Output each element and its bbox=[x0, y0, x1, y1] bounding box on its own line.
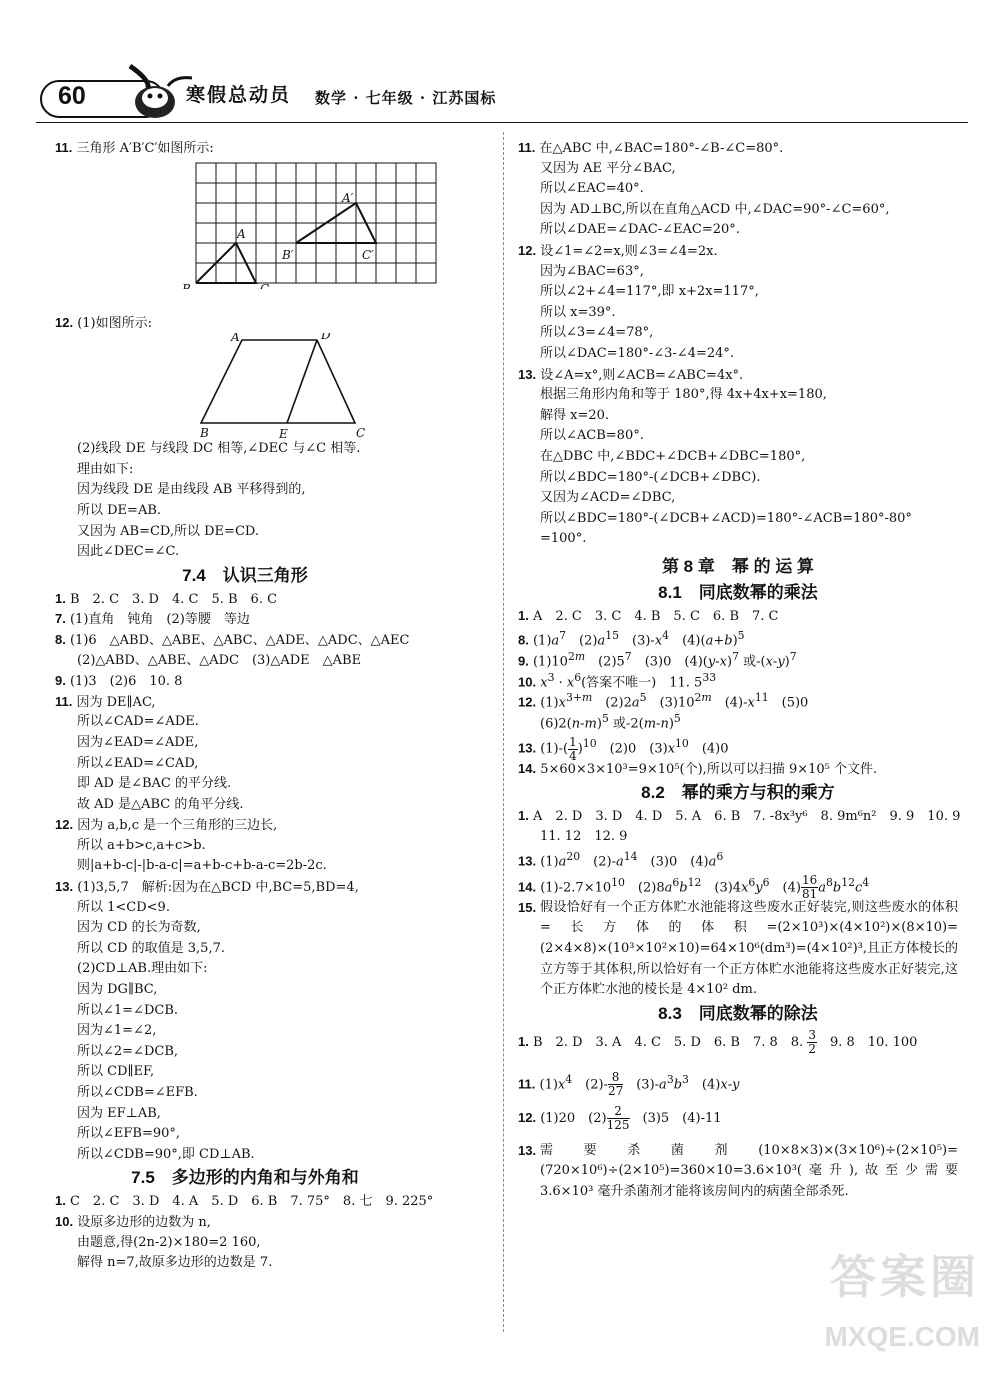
point-c-label: C bbox=[260, 281, 270, 289]
grid-figure bbox=[55, 159, 495, 289]
point-b-label: B bbox=[182, 281, 191, 289]
point-b-prime-label: B′ bbox=[282, 247, 294, 262]
section-8-1-answers: 1. A 2. C 3. C 4. B 5. C 6. B 7. C 8. $(1)a^7$ $(2)a^{15}$ $(3)-x^4$ $(4)(a+b)^5$ 9. $(1)10^{2m}$ $(2)5^7$ (3)0 $(4)(y-x)^7$ 或$-(x-y)^7$ 10. $x^3 \cdot x^6$(答案不唯一) 11. $5^{33}$ 12. $(1)x^{3+m}$ $(2)2a^5$ $(3)10^{2m}$ $(4)-x^{11}$ (5)0 $(6)2(n-m)^5$ 或$-2(m-n)^5$ 13. (1)-( $\frac{1}{4}$ )$^{10}$ (2)0 $(3)x^{10}$ (4)0 14. 5×60×3×10³=9×10⁵(个),所以可以扫描 9×10⁵ 个文件. bbox=[518, 607, 878, 778]
trapezoid-figure bbox=[55, 333, 495, 439]
question-12: 12. (1)如图所示: bbox=[55, 314, 153, 331]
column-divider bbox=[503, 132, 504, 1332]
section-7-5-title: 7.5 多边形的内角和与外角和 bbox=[131, 1168, 359, 1188]
subject-label: 数学 · 七年级 · 江苏国标 bbox=[315, 89, 497, 107]
chapter-7-answers-continued: 11. 在△ABC 中,∠BAC=180°-∠B-∠C=80°. 又因为 AE 平分∠BAC, 所以∠EAC=40°. 因为 AD⊥BC,所以在直角△ACD 中,∠DAC=90°-∠C=60°, 所以∠DAE=∠DAC-∠EAC=20°. 12. 设∠1=∠2=x,则∠3=∠4=2x. 因为∠BAC=63°, 所以∠2+∠4=117°,即 x+2x=117°, 所以 x=39°. 所以∠3=∠4=78°, 所以∠DAC=180°-∠3-∠4=24°. 13. 设∠A=x°,则∠ACB=∠ABC=4x°. 根据三角形内角和等于 180°,得 4x+4x+x=180, 解得 x=20. 所以∠ACB=80°. 在△DBC 中,∠BDC+∠DCB+∠DBC=180°, 所以∠BDC=180°-(∠DCB+∠DBC). 又因为∠ACD=∠DBC, 所以∠BDC=180°-(∠DCB+∠ACD)=180°-∠ACB=180°-80° =100°. bbox=[518, 140, 912, 547]
point-d-label: D bbox=[321, 333, 331, 343]
book-name: 寒假总动员 bbox=[186, 84, 292, 106]
watermark: 答案圈 MXQE.COM bbox=[824, 1251, 980, 1352]
point-c-prime-label: C′ bbox=[362, 247, 374, 262]
header-divider bbox=[36, 122, 968, 123]
point-a-prime-label: A′ bbox=[342, 190, 354, 205]
left-column bbox=[55, 138, 495, 1274]
section-8-2-title: 8.2 幂的乘方与积的乘方 bbox=[641, 783, 835, 803]
q12-answer: (2)线段 DE 与线段 DC 相等,∠DEC 与∠C 相等. 理由如下: 因为线段 DE 是由线段 AB 平移得到的, 所以 DE=AB. 又因为 AB=CD,所以 DE=CD. 因此∠DEC=∠C. bbox=[77, 441, 361, 560]
point-a-label: A bbox=[231, 333, 240, 345]
section-7-4-title: 7.4 认识三角形 bbox=[182, 565, 308, 585]
page-number: 60 bbox=[58, 82, 86, 110]
section-8-2-answers: 1. A 2. D 3. D 4. D 5. A 6. B 7. -8x³y⁶ 8. 9m⁶n² 9. 9 10. 9 11. 12 12. 9 13. $(1)a^{20}$ $(2)-a^{14}$ (3)0 $(4)a^6$ 14. $(1)-2.7\times 10^{10}$ $(2)8a^6b^{12}$ $(3)4x^6y^6$ (4) $\frac{16}{81}$ $a^8b^{12}c^4$ 15. 假设恰好有一个正方体贮水池能将这些废水正好装完,则这些废水的体积=长方体的体积=(2×10³)×(4×10²)×(8×10)=(2×4×8)×(10³×10²×10)=64×10⁶(dm³)=(4×10²)³,且正方体棱长的立方等于其体积,所以恰好有一个正方体贮水池能将这些废水正好装完,这个正方体贮水池的棱长是 4×10² dm. bbox=[518, 808, 961, 998]
point-c-label: C bbox=[356, 426, 366, 440]
right-column bbox=[518, 138, 961, 1203]
point-a-label: A bbox=[237, 226, 246, 241]
question-11: 11. 三角形 A′B′C′如图所示: bbox=[55, 140, 214, 156]
point-b-label: B bbox=[200, 426, 209, 440]
section-8-1-title: 8.1 同底数幂的乘法 bbox=[658, 582, 818, 602]
section-7-5-answers: 1. C 2. C 3. D 4. A 5. D 6. B 7. 75° 8. 七 9. 225° 10. 设原多边形的边数为 n, 由题意,得(2n-2)×180=2 160, 解得 n=7,故原多边形的边数是 7. bbox=[55, 1193, 434, 1271]
chapter-8-title: 第 8 章 幂 的 运 算 bbox=[661, 556, 815, 576]
section-8-3-answers: 1. B 2. D 3. A 4. C 5. D 6. B 7. 8 8. $\frac{3}{2}$ 9. 8 10. 100 11. $(1)x^4$ (2)- $\frac{8}{27}$ $(3)-a^3b^3$ (4)x-y 12. (1)20 (2) $\frac{2}{125}$ (3)5 (4)-11 13. 需要杀菌剂(10×8×3)×(3×10⁶)÷(2×10⁵)=(720×10⁶)÷(2×10⁵)=360×10=3.6×10³(毫升),故至少需要 3.6×10³ 毫升杀菌剂才能将该房间内的病菌全部杀死. bbox=[518, 1027, 958, 1199]
section-8-3-title: 8.3 同底数幂的除法 bbox=[658, 1003, 818, 1023]
section-7-4-answers: 1. B 2. C 3. D 4. C 5. B 6. C 7. (1)直角 钝角 (2)等腰 等边 8. (1)6 △ABD、△ABE、△ABC、△ADE、△ADC、△AEC (2)△ABD、△ABE、△ADC (3)△ADE △ABE 9. (1)3 (2)6 10. 8 11. 因为 DE∥AC, 所以∠CAD=∠ADE. 因为∠EAD=∠ADE, 所以∠EAD=∠CAD, 即 AD 是∠BAC 的平分线. 故 AD 是△ABC 的角平分线. 12. 因为 a,b,c 是一个三角形的三边长, 所以 a+b>c,a+c>b. 则|a+b-c|-|b-a-c|=a+b-c+b-a-c=2b-2c. 13. (1)3,5,7 解析:因为在△BCD 中,BC=5,BD=4, 所以 1<CD<9. 因为 CD 的长为奇数, 所以 CD 的取值是 3,5,7. (2)CD⊥AB.理由如下: 因为 DG∥BC, 所以∠1=∠DCB. 因为∠1=∠2, 所以∠2=∠DCB, 所以 CD∥EF, 所以∠CDB=∠EFB. 因为 EF⊥AB, 所以∠EFB=90°, 所以∠CDB=90°,即 CD⊥AB. bbox=[55, 590, 410, 1162]
point-e-label: E bbox=[279, 427, 288, 440]
page-header bbox=[40, 72, 520, 122]
